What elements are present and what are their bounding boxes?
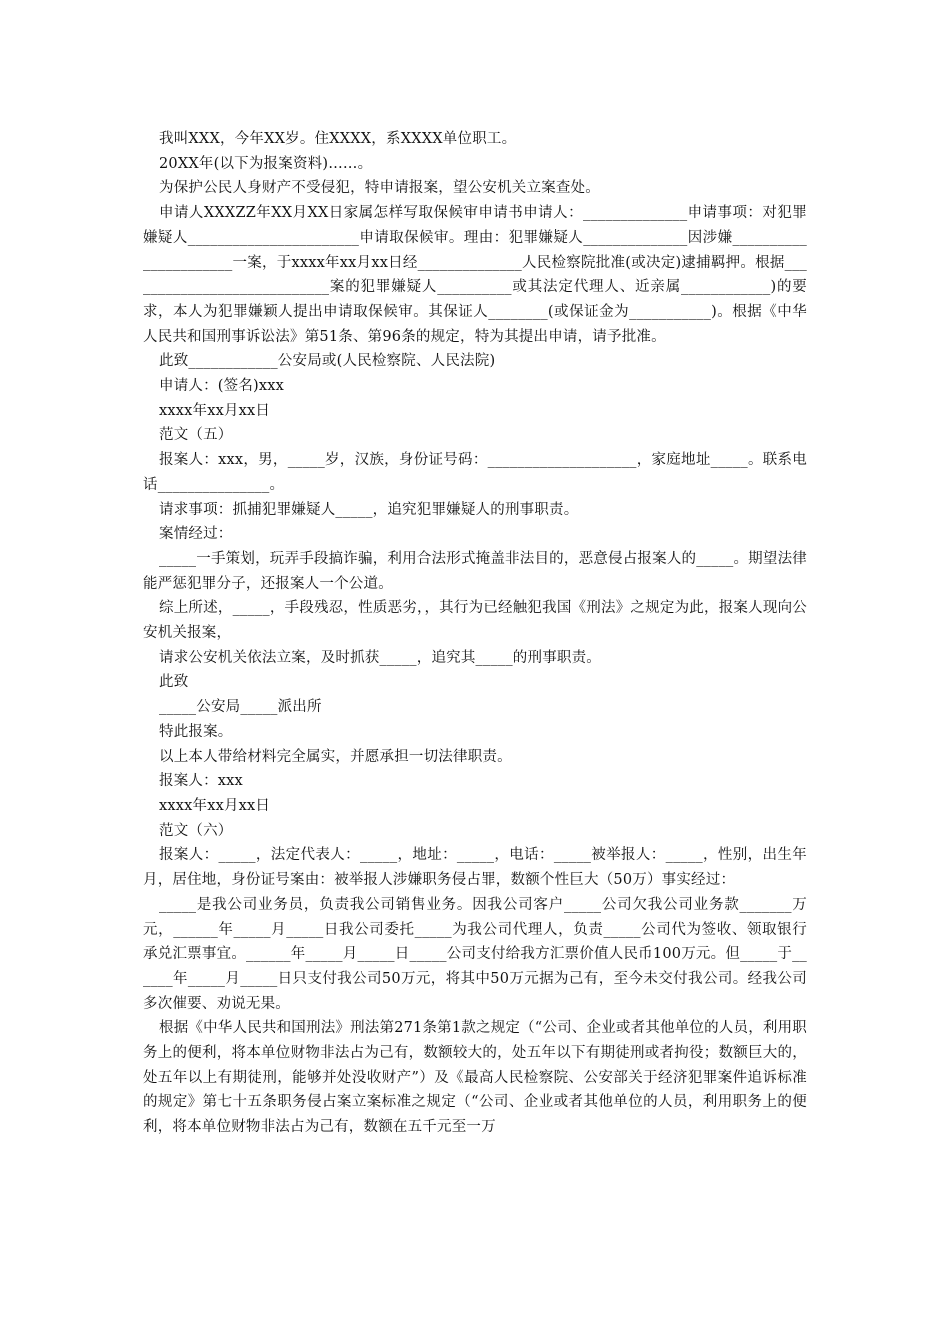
paragraph-4: 申请人XXXZZ年XX月XX日家属怎样写取保候审申请书申请人：______________申请事项：对犯罪嫌疑人_______________________申请取保候审。理由：犯罪嫌疑人______________因涉嫌______________________一案，于xxxx年xx月xx日经______________人民检察院批准(或决定)逮捕羁押。根据____________________________案的犯罪嫌疑人__________或其法定代理人、近亲属____________)的要求，本人为犯罪嫌颖人提出申请取保候审。其保证人________(或保证金为___________)。根据《中华人民共和国刑事诉讼法》第51条、第96条的规定，特为其提出申请，请予批准。 (143, 205, 807, 345)
section-heading-6: 范文（六） (159, 822, 233, 839)
paragraph-18: 以上本人带给材料完全属实，并愿承担一切法律职责。 (159, 748, 512, 765)
paragraph-20: xxxx年xx月xx日 (159, 797, 271, 814)
paragraph-13: 综上所述，_____，手段残忍，性质恶劣，，其行为已经触犯我国《刑法》之规定为此，报案人现向公安机关报案， (143, 600, 807, 642)
paragraph-3: 为保护公民人身财产不受侵犯，特申请报案，望公安机关立案查处。 (159, 180, 600, 197)
paragraph-7: xxxx年xx月xx日 (159, 402, 271, 419)
paragraph-24: 根据《中华人民共和国刑法》刑法第271条第1款之规定（“公司、企业或者其他单位的人员，利用职务上的便利，将本单位财物非法占为己有，数额较大的，处五年以下有期徒刑或者拘役；数额巨大的，处五年以上有期徒刑，能够并处没收财产”）及《最高人民检察院、公安部关于经济犯罪案件追诉标准的规定》第七十五条职务侵占案立案标准之规定（“公司、企业或者其他单位的人员，利用职务上的便利，将本单位财物非法占为己有，数额在五千元至一万 (143, 1020, 808, 1136)
paragraph-14: 请求公安机关依法立案，及时抓获_____，追究其_____的刑事职责。 (159, 649, 601, 666)
paragraph-9: 报案人：xxx，男，_____岁，汉族，身份证号码：____________________，家庭地址_____。联系电话_______________。 (143, 452, 807, 493)
paragraph-22: 报案人：_____，法定代表人：_____，地址：_____，电话：_____被举报人：_____，性别，出生年月，居住地，身份证号案由：被举报人涉嫌职务侵占罪，数额个性巨大（50万）事实经过： (143, 847, 807, 889)
paragraph-1: 我叫XXX，今年XX岁。住XXXX，系XXXX单位职工。 (159, 131, 517, 147)
paragraph-19: 报案人：xxx (159, 773, 243, 790)
paragraph-6: 申请人：(签名)xxx (159, 378, 285, 395)
paragraph-11: 案情经过： (159, 526, 233, 543)
paragraph-17: 特此报案。 (159, 723, 233, 740)
document-body (143, 127, 807, 1140)
paragraph-2: 20XX年(以下为报案资料)……。 (159, 155, 373, 172)
section-heading-5: 范文（五） (159, 427, 233, 444)
paragraph-5: 此致____________公安局或(人民检察院、人民法院) (159, 353, 496, 370)
paragraph-10: 请求事项：抓捕犯罪嫌疑人_____，追究犯罪嫌疑人的刑事职责。 (159, 501, 579, 518)
paragraph-12: _____一手策划，玩弄手段搞诈骗，利用合法形式掩盖非法目的，恶意侵占报案人的_____。期望法律能严惩犯罪分子，还报案人一个公道。 (143, 550, 807, 592)
paragraph-16: _____公安局_____派出所 (159, 699, 322, 716)
paragraph-23: _____是我公司业务员，负责我公司销售业务。因我公司客户_____公司欠我公司业务款_______万元，______年_____月_____日我公司委托_____为我公司代理人，负责_____公司代为签收、领取银行承兑汇票事宜。______年_____月_____日_____公司支付给我方汇票价值人民币100万元。但_____于______年_____月_____日只支付我公司50万元，将其中50万元据为己有，至今未交付我公司。经我公司多次催要、劝说无果。 (143, 896, 807, 1012)
paragraph-15: 此致 (159, 674, 189, 691)
